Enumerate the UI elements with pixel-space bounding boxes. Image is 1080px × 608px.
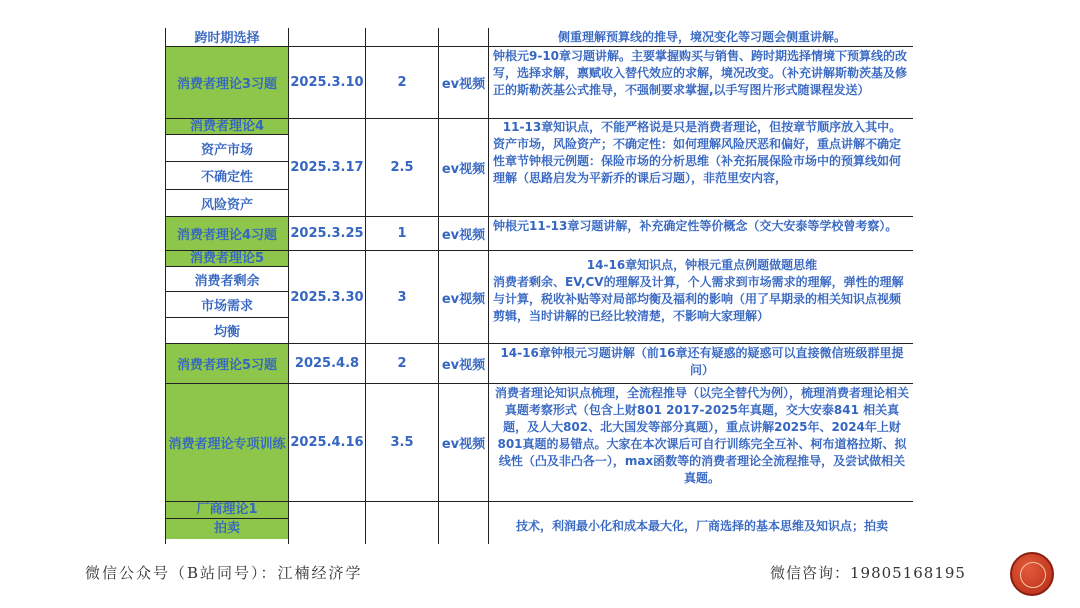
course-name: 消费者理论4习题	[166, 217, 289, 251]
table-row	[166, 502, 914, 545]
course-date	[289, 502, 366, 545]
course-hours	[366, 502, 439, 545]
course-date: 2025.4.8	[289, 344, 366, 384]
course-desc-text: 消费者理论知识点梳理，全流程推导（以完全替代为例），梳理消费者理论相关真题考察形式（包含上财801 2017-2025年真题，交大安泰841 相关真题，及人大802、北大国发等部分真题），重点讲解2025年、2024年上财801真题的易错点。大家在本次课后可自行训练完全互补、柯布道格拉斯、拟线性（凸及非凸各一），max函数等的消费者理论全流程推导，及尝试做相关真题。	[494, 385, 909, 485]
course-hours: 3.5	[366, 384, 439, 502]
table-row	[166, 344, 914, 384]
table-row	[166, 28, 914, 47]
course-desc	[489, 28, 914, 47]
course-desc	[489, 384, 914, 502]
course-desc-title: 11-13章知识点，不能严格说是只是消费者理论，但按章节顺序放入其中。	[502, 120, 902, 134]
course-desc-text: 钟根元9-10章习题讲解。主要掌握购买与销售、跨时期选择情境下预算线的改写，选择求解，禀赋收入替代效应的求解，境况改变。（补充讲解斯勒茨基及修正的斯勒茨基公式推导，不强制要求掌握,以手写图片形式随课程发送）	[493, 48, 908, 97]
course-desc	[489, 217, 914, 251]
course-desc-text: 侧重理解预算线的推导，境况变化等习题会侧重讲解。	[557, 30, 846, 44]
course-name-cell	[166, 251, 289, 344]
course-name: 消费者理论5习题	[166, 344, 289, 384]
course-type: ev视频	[439, 217, 489, 251]
course-desc-text: 14-16章钟根元习题讲解（前16章还有疑惑的疑惑可以直接微信班级群里提问）	[500, 345, 904, 377]
subtopic: 拍卖	[166, 519, 288, 539]
subtopic: 风险资产	[200, 197, 253, 213]
course-hours: 2	[366, 47, 439, 119]
course-desc	[489, 119, 914, 217]
course-desc-text: 技术，利润最小化和成本最大化，厂商选择的基本思维及知识点；拍卖	[515, 518, 888, 533]
subtopic: 市场需求	[166, 292, 288, 318]
schedule-table-wrap	[165, 28, 913, 544]
course-date: 2025.3.17	[289, 119, 366, 217]
course-name: 消费者理论5	[166, 251, 288, 267]
course-type: ev视频	[439, 119, 489, 217]
course-hours: 1	[366, 217, 439, 251]
course-type: ev视频	[439, 251, 489, 344]
schedule-table	[165, 28, 913, 544]
course-desc	[489, 47, 914, 119]
subtopic: 消费者剩余	[166, 267, 288, 292]
course-type: ev视频	[439, 384, 489, 502]
course-type: ev视频	[439, 47, 489, 119]
table-row	[166, 47, 914, 119]
course-name: 跨时期选择	[166, 28, 289, 47]
course-type: ev视频	[439, 344, 489, 384]
course-name-cell	[166, 502, 289, 545]
course-desc-text: 消费者剩余、EV,CV的理解及计算，个人需求到市场需求的理解，弹性的理解与计算，税收补贴等对局部均衡及福利的影响（用了早期录的相关知识点视频剪辑，当时讲解的已经比较清楚，不影响大家理解）	[493, 275, 904, 323]
course-hours: 2.5	[366, 119, 439, 217]
subtopic: 均衡	[213, 325, 240, 340]
course-desc-title: 14-16章知识点，钟根元重点例题做题思维	[586, 258, 818, 272]
subtopic: 不确定性	[166, 162, 288, 190]
course-date	[289, 28, 366, 47]
course-desc	[489, 251, 914, 344]
course-date: 2025.3.10	[289, 47, 366, 119]
course-name-cell	[166, 119, 289, 217]
course-desc-text: 资产市场，风险资产；不确定性：如何理解风险厌恶和偏好，重点讲解不确定性章节钟根元例题：保险市场的分析思维（补充拓展保险市场中的预算线如何理解（思路启发为平新乔的课后习题），非范里安内容，	[493, 137, 902, 185]
table-row	[166, 384, 914, 502]
course-name: 消费者理论专项训练	[166, 384, 289, 502]
table-row	[166, 217, 914, 251]
course-desc	[489, 502, 914, 545]
course-date: 2025.3.25	[289, 217, 366, 251]
course-hours	[366, 28, 439, 47]
footer-wechat-account: 微信公众号（B站同号）：江楠经济学	[85, 564, 363, 582]
course-date: 2025.3.30	[289, 251, 366, 344]
course-desc-text: 钟根元11-13章习题讲解，补充确定性等价概念（交大安泰等学校曾考察）。	[493, 218, 898, 233]
course-name: 消费者理论4	[166, 119, 288, 135]
course-hours: 2	[366, 344, 439, 384]
course-hours: 3	[366, 251, 439, 344]
course-type	[439, 28, 489, 47]
course-name: 厂商理论1	[166, 502, 288, 519]
course-type	[439, 502, 489, 545]
course-desc	[489, 344, 914, 384]
subtopic: 资产市场	[166, 135, 288, 162]
table-row	[166, 119, 914, 217]
seal-logo-icon	[1010, 552, 1054, 596]
table-row	[166, 251, 914, 344]
course-date: 2025.4.16	[289, 384, 366, 502]
footer-wechat-contact: 微信咨询：19805168195	[770, 564, 966, 582]
course-name: 消费者理论3习题	[166, 47, 289, 119]
